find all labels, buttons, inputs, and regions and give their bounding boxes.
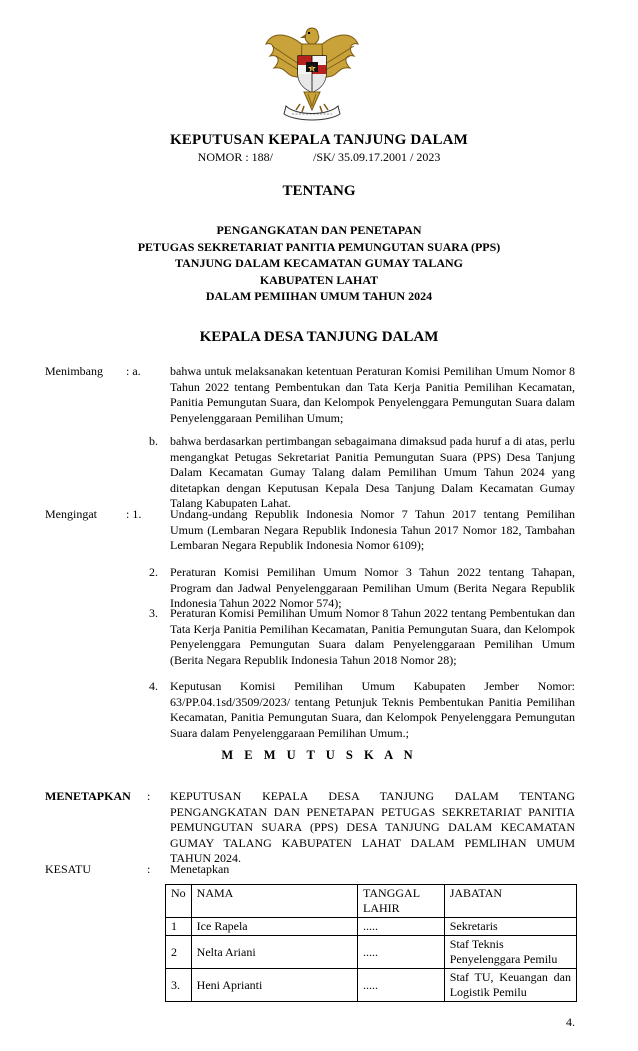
- menimbang-item-text: bahwa untuk melaksanakan ketentuan Peraturan Komisi Pemilihan Umum Nomor 8 Tahun 2022 tentang Pembentukan dan Tata Kerja Panitia Pemilihan Kecamatan, Panitia Pemungutan Suara, dan Kelompok Penyelenggara Pemungutan Suara dalam Penyelenggaraan Pemilihan Umum;: [170, 364, 575, 425]
- table-header-cell: JABATAN: [444, 885, 576, 918]
- kesatu-colon: :: [147, 862, 151, 876]
- menimbang-item-marker: : a.: [126, 364, 141, 378]
- mengingat-item-marker: 3.: [149, 606, 158, 620]
- table-cell-position: Staf TU, Keuangan dan Logistik Pemilu: [444, 969, 576, 1002]
- garuda-emblem-icon: [262, 22, 362, 126]
- menimbang-item-marker: b.: [149, 434, 158, 448]
- subject-line: PETUGAS SEKRETARIAT PANITIA PEMUNGUTAN SUARA (PPS): [137, 239, 501, 254]
- table-row: [166, 936, 577, 969]
- subject-block: [0, 222, 638, 305]
- document-title: KEPUTUSAN KEPALA TANJUNG DALAM: [169, 132, 469, 148]
- subject-line: DALAM PEMIIHAN UMUM TAHUN 2024: [205, 289, 433, 303]
- menimbang-label: Menimbang: [45, 364, 103, 378]
- table-header-cell: NAMA: [191, 885, 357, 918]
- table-cell-no: 3.: [166, 969, 192, 1002]
- table-cell-name: Nelta Ariani: [191, 936, 357, 969]
- table-row: [166, 969, 577, 1002]
- menetapkan-label: MENETAPKAN: [45, 789, 131, 803]
- table-cell-birthdate: .....: [358, 969, 445, 1002]
- mengingat-item-marker: 2.: [149, 565, 158, 579]
- table-row: [166, 918, 577, 936]
- table-header-cell: TANGGAL LAHIR: [358, 885, 445, 918]
- table-cell-position: Staf Teknis Penyelenggara Pemilu: [444, 936, 576, 969]
- tentang-heading: TENTANG: [282, 183, 356, 199]
- mengingat-item-text: Peraturan Komisi Pemilihan Umum Nomor 8 Tahun 2022 tentang Pembentukan dan Tata Kerja Panitia Pemilihan Kecamatan, Panitia Pemungutan Suara, dan Kelompok Penyelenggara Pemungutan Suara dalam Penyelenggaraan Pemilihan Umum (Berita Negara Republik Indonesia Tahun 2018 Nomor 28);: [170, 606, 575, 667]
- personnel-table: [165, 884, 577, 1002]
- mengingat-label: Mengingat: [45, 507, 97, 521]
- mengingat-item-marker: 4.: [149, 679, 158, 693]
- table-cell-name: Ice Rapela: [191, 918, 357, 936]
- table-cell-position: Sekretaris: [444, 918, 576, 936]
- subject-line: PENGANGKATAN DAN PENETAPAN: [216, 223, 422, 237]
- subject-line: KABUPATEN LAHAT: [259, 272, 379, 287]
- page-number: 4.: [566, 1015, 575, 1029]
- kesatu-text: Menetapkan: [170, 862, 230, 876]
- document-number: [0, 150, 638, 165]
- menetapkan-colon: :: [147, 789, 151, 803]
- table-header-row: [166, 885, 577, 918]
- menimbang-item-text: bahwa berdasarkan pertimbangan sebagaimana dimaksud pada huruf a di atas, perlu mengangkat Petugas Sekretariat Panitia Pemungutan Suara (PPS) Desa Tanjung Dalam Kecamatan Gumay Talang dalam Pemilihan Umum Tahun 2024 yang ditetapkan dengan Keputusan Kepala Desa Tanjung Dalam Kecamatan Gumay Talang Kabupaten Lahat.: [170, 434, 575, 511]
- mengingat-item-text: Peraturan Komisi Pemilihan Umum Nomor 3 Tahun 2022 tentang Tahapan, Program dan Jadwal Penyelenggaraan Pemilihan Umum (Berita Negara Republik Indonesia Tahun 2022 Nomor 574);: [170, 565, 575, 611]
- mengingat-item-marker: : 1.: [126, 507, 142, 521]
- table-cell-name: Heni Aprianti: [191, 969, 357, 1002]
- subject-line: TANJUNG DALAM KECAMATAN GUMAY TALANG: [175, 256, 463, 270]
- official-heading: KEPALA DESA TANJUNG DALAM: [199, 329, 439, 345]
- kesatu-label: KESATU: [45, 862, 92, 876]
- menetapkan-text: KEPUTUSAN KEPALA DESA TANJUNG DALAM TENTANG PENGANGKATAN DAN PENETAPAN PETUGAS SEKRETARIAT PANITIA PEMUNGUTAN SUARA (PPS) DESA TANJUNG DALAM KECAMATAN GUMAY TALANG KABUPATEN LAHAT DALAM PEMLIHAN UMUM TAHUN 2024.: [170, 789, 575, 866]
- table-header-cell: No: [166, 885, 192, 918]
- document-number-left: NOMOR : 188/: [197, 150, 273, 164]
- table-cell-no: 1: [166, 918, 192, 936]
- mengingat-item-text: Keputusan Komisi Pemilihan Umum Kabupaten Jember Nomor: 63/PP.04.1sd/3509/2023/ tentang Petunjuk Teknis Pembentukan Panitia Pemilihan Kecamatan, Panitia Pemungutan Suara, dan Kelompok Penyelenggara Pemungutan Suara dalam Penyelenggaraan Pemilihan Umum.;: [170, 679, 575, 740]
- decision-heading: M E M U T U S K A N: [221, 748, 417, 762]
- document-number-right: /SK/ 35.09.17.2001 / 2023: [313, 150, 441, 164]
- table-cell-birthdate: .....: [358, 936, 445, 969]
- mengingat-item-text: Undang-undang Republik Indonesia Nomor 7 Tahun 2017 tentang Pemilihan Umum (Lembaran Negara Republik Indonesia Tahun 2017 Nomor 182, Tambahan Lembaran Negara Republik Indonesia Nomor 6109);: [170, 507, 575, 553]
- table-cell-no: 2: [166, 936, 192, 969]
- table-cell-birthdate: .....: [358, 918, 445, 936]
